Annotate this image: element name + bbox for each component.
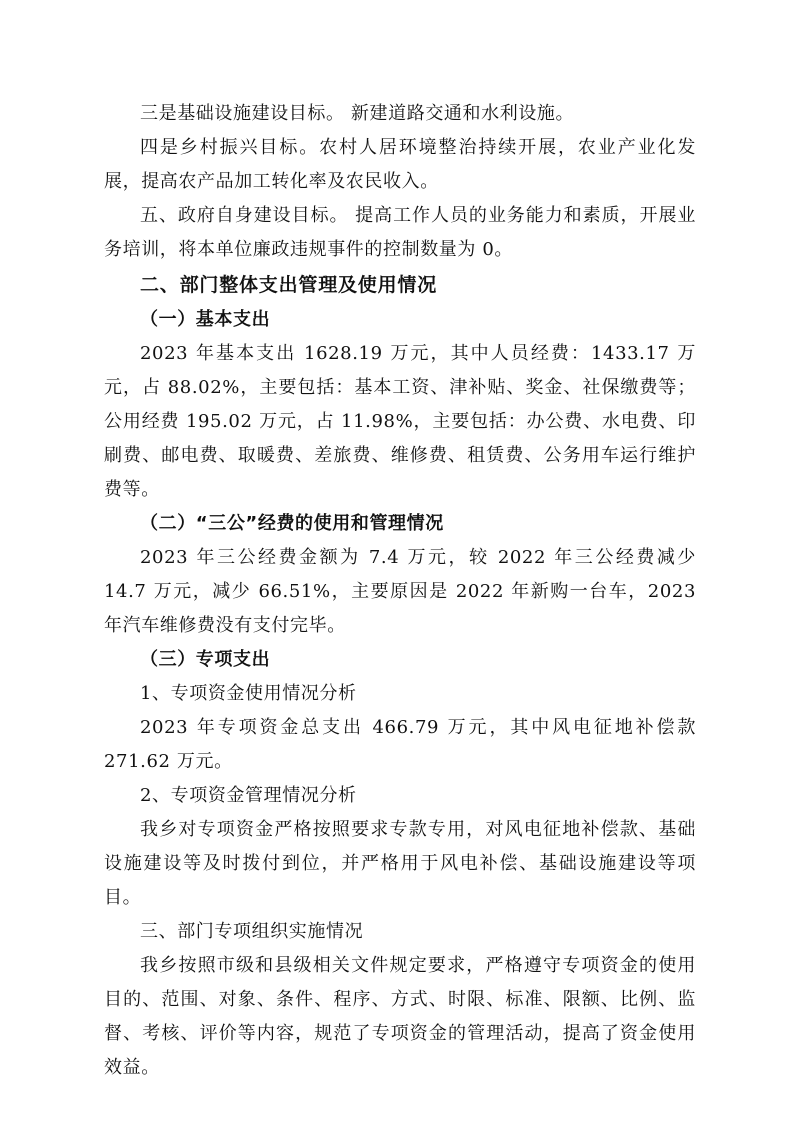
paragraph-special-organization: 我乡按照市级和县级相关文件规定要求，严格遵守专项资金的使用目的、范围、对象、条件、程序、方式、时限、标准、限额、比例、监督、考核、评价等内容，规范了专项资金的管理活动，提高了资金使用效益。 (104, 955, 696, 1078)
paragraph-government-building-goal: 五、政府自身建设目标。 提高工作人员的业务能力和素质，开展业务培训，将本单位廉政违规事件的控制数量为 0。 (104, 205, 696, 260)
paragraph-special-fund-management: 我乡对专项资金严格按照要求专款专用，对风电征地补偿款、基础设施建设等及时拨付到位，并严格用于风电补偿、基础设施建设等项目。 (104, 819, 696, 908)
paragraph-three-public-funds: 2023 年三公经费金额为 7.4 万元，较 2022 年三公经费减少 14.7 万元，减少 66.51%，主要原因是 2022 年新购一台车，2023 年汽车维修费没有支付完毕。 (104, 547, 696, 636)
section-heading-expenditure-management: 二、部门整体支出管理及使用情况 (140, 274, 438, 296)
subsection-heading-special-expenditure: （三）专项支出 (140, 649, 271, 670)
paragraph-basic-expenditure: 2023 年基本支出 1628.19 万元，其中人员经费：1433.17 万元，占 88.02%，主要包括：基本工资、津补贴、奖金、社保缴费等；公用经费 195.02 万元，占 11.98%，主要包括：办公费、水电费、印刷费、邮电费、取暖费、差旅费、维修费、租赁费、公务用车运行维护费等。 (104, 343, 696, 500)
subsection-heading-basic-expenditure: （一）基本支出 (140, 309, 271, 330)
subsection-heading-three-public-funds: （二）“三公”经费的使用和管理情况 (140, 513, 444, 534)
paragraph-special-fund-usage-heading: 1、专项资金使用情况分析 (140, 683, 357, 704)
paragraph-rural-revitalization-goal: 四是乡村振兴目标。农村人居环境整治持续开展，农业产业化发展，提高农产品加工转化率及农民收入。 (104, 137, 696, 192)
document-body (104, 97, 696, 1085)
paragraph-special-organization-heading: 三、部门专项组织实施情况 (140, 921, 364, 942)
paragraph-special-fund-management-heading: 2、专项资金管理情况分析 (140, 785, 357, 806)
paragraph-infrastructure-goal: 三是基础设施建设目标。 新建道路交通和水利设施。 (140, 103, 575, 124)
paragraph-special-fund-usage: 2023 年专项资金总支出 466.79 万元，其中风电征地补偿款 271.62 万元。 (104, 717, 696, 772)
